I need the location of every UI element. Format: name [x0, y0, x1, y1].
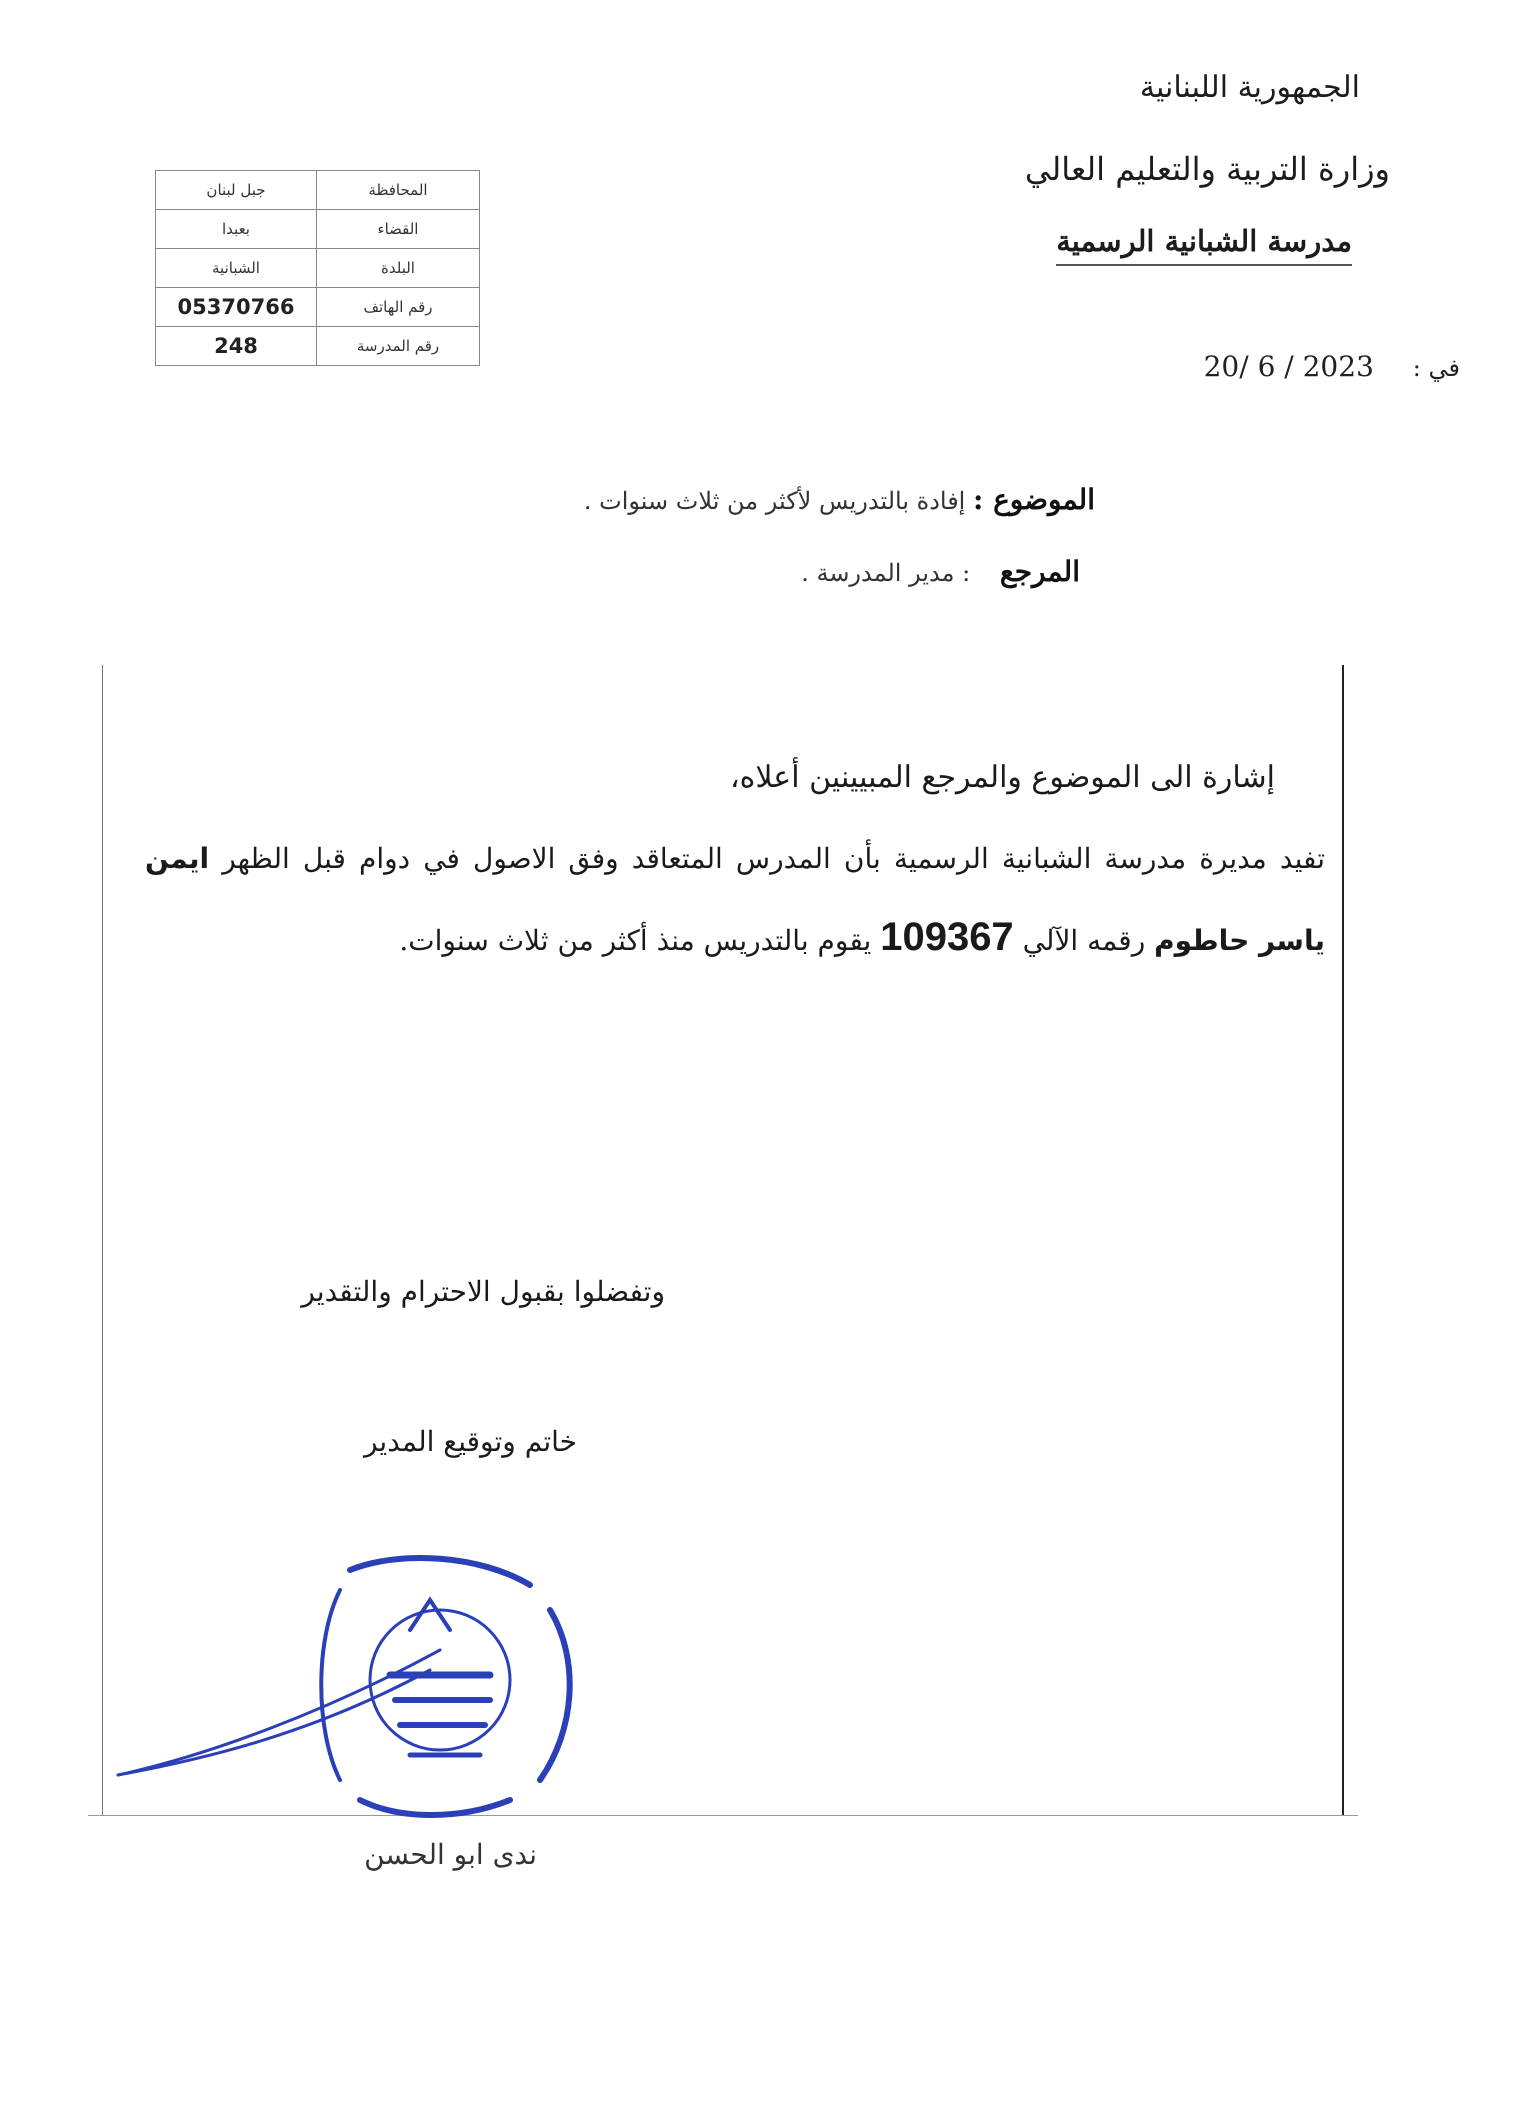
principal-name: ندى ابو الحسن	[364, 1838, 537, 1871]
signature-label: خاتم وتوقيع المدير	[363, 1425, 577, 1458]
margin-rule-left	[102, 665, 103, 1815]
country-name: الجمهورية اللبنانية	[1139, 70, 1360, 105]
margin-rule-right	[1342, 665, 1344, 1815]
reference-line	[801, 555, 1080, 588]
governorate-label: المحافظة	[317, 171, 480, 210]
official-stamp	[110, 1530, 610, 1820]
date-line	[1204, 350, 1460, 383]
body-text-part3: يقوم بالتدريس منذ أكثر من ثلاث سنوات.	[399, 924, 872, 957]
table-row	[156, 210, 480, 249]
reference-text: : مدير المدرسة .	[801, 559, 971, 587]
date-value: 20/ 6 / 2023	[1203, 350, 1374, 383]
district-value: بعبدا	[156, 210, 317, 249]
subject-line	[584, 483, 1095, 516]
school-info-table	[155, 170, 480, 366]
ministry-name: وزارة التربية والتعليم العالي	[1024, 150, 1390, 188]
date-prefix: في :	[1412, 354, 1460, 382]
phone-value: 05370766	[156, 288, 317, 327]
subject-text: إفادة بالتدريس لأكثر من ثلاث سنوات .	[583, 487, 966, 515]
governorate-value: جبل لبنان	[156, 171, 317, 210]
signature-mark	[118, 1650, 440, 1775]
town-label: البلدة	[317, 249, 480, 288]
school-number-value: 248	[156, 327, 317, 366]
school-number-label: رقم المدرسة	[317, 327, 480, 366]
phone-label: رقم الهاتف	[317, 288, 480, 327]
body-paragraph	[145, 820, 1325, 980]
subject-label: الموضوع :	[973, 483, 1095, 516]
body-text-part1: تفيد مديرة مدرسة الشبانية الرسمية بأن المدرس المتعاقد وفق الاصول في دوام قبل الظهر	[222, 842, 1325, 875]
closing-text: وتفضلوا بقبول الاحترام والتقدير	[301, 1275, 665, 1308]
town-value: الشبانية	[156, 249, 317, 288]
stamp-seal	[321, 1558, 569, 1815]
teacher-name: ايمن ياسر حاطوم	[145, 842, 1325, 957]
table-row	[156, 288, 480, 327]
table-row	[156, 249, 480, 288]
table-row	[156, 171, 480, 210]
school-name: مدرسة الشبانية الرسمية	[1056, 224, 1352, 266]
table-row	[156, 327, 480, 366]
district-label: القضاء	[317, 210, 480, 249]
reference-label: المرجع	[999, 555, 1080, 588]
teacher-number: 109367	[880, 915, 1014, 959]
body-text-part2: رقمه الآلي	[1022, 924, 1146, 957]
intro-paragraph: إشارة الى الموضوع والمرجع المبيينين أعلاه،	[730, 760, 1275, 795]
